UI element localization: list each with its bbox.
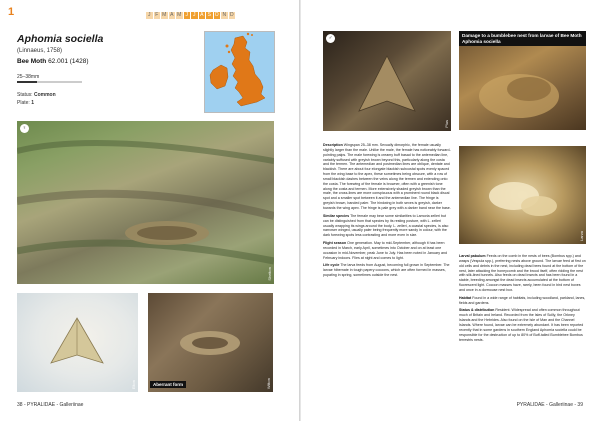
larval-pabulum-heading: Larval pabulum	[459, 254, 486, 258]
habitat-heading: Habitat	[459, 295, 472, 300]
habitat-text: Found in a wide range of habitats, including woodland, parkland, lanes, fields and gardens.	[459, 295, 586, 305]
similar-species-text: The female may bear some similarities to Lamoria zelleri but can be distinguished from that species by its resting posture, with L. zelleri usually wrapping its wings around the body. L. zelleri, a coastal species, is also narrower winged, usually paler being frequently more sandy in colour, with the dark forewing spots less contrasting and more even in size.	[323, 213, 449, 238]
female-symbol-tag: ♀	[20, 124, 29, 133]
description-text: Wingspan 25–38 mm. Sexually dimorphic, the female usually slightly larger than the male. Unlike the male, the female has noticeably forward-pointing palps. The male forewing is creamy buff basad to the antemedian line, variably suffused with greyish brown beyond this, particularly along the costa and the termen. The antemedian and postmedian lines are oblique, dentate and blackish. There are about four elongate blackish subcostal spots evenly spaced from the wing base to the apex, these sometimes being obscure, with a row of small blackish dashes between the veins along the termen and extending onto the costa. The forewing of the female is browner, often with a greenish tone along the costa and termen. More extensively shaded greyish brown than the male, the cross-lines are more conspicuous with a prominent round black discal spot and a smaller spot between it and the antemedian line. The fringe is greyish brown, banded paler. The hindwing in both sexes is greyish, darker towards the wing apex. The fringe is pale grey with a darker band near the base.	[323, 143, 451, 210]
common-name: Bee Moth	[17, 58, 47, 65]
common-name-line	[17, 58, 89, 65]
plate-label: Plate:	[17, 100, 32, 106]
larval-pabulum-paragraph	[459, 254, 586, 293]
status-distribution-paragraph	[459, 308, 586, 342]
plate-line	[17, 100, 34, 106]
flight-season-heading: Flight season	[323, 241, 347, 246]
male-symbol-tag: ♂	[326, 34, 335, 43]
moth-white-graphic	[17, 293, 138, 392]
month-cell: N	[221, 12, 229, 19]
month-cell: J	[146, 12, 154, 19]
status-value: Common	[33, 92, 56, 98]
larvae-graphic	[459, 146, 586, 244]
description-paragraph	[323, 143, 451, 211]
aberrant-form-caption: Aberrant form	[150, 381, 186, 388]
life-cycle-text: The larva feeds from August, becoming full grown in September. The larvae hibernate in tough papery cocoons, which are often formed in masses, pupating in spring, sometimes outside the nest.	[323, 263, 450, 278]
left-page-footer: 38 - PYRALIDAE - Galleriinae	[17, 402, 84, 408]
photo-credit: Plus	[444, 120, 449, 128]
photo-credit: Shelton	[267, 267, 272, 281]
status-distribution-text: Resident. Widespread and often common throughout much of Britain and Ireland. Recorded from the Isles of Scilly, the Orkney Islands and the Hebrides. Also found on the Isle of Man and the Channel Islands. Where found, larvae can be extremely abundant. It has been reported recently that in some gardens in southern England Aphomia sociella could be responsible for the destruction of up to 80% of Buff-tailed Bumblebee Bombus terrestris nests.	[459, 308, 584, 342]
month-cell: J	[184, 12, 192, 19]
left-page	[0, 0, 299, 421]
photo-male-moth	[323, 31, 451, 131]
photo-female-on-bark	[17, 121, 274, 284]
bark-texture-graphic	[17, 121, 274, 284]
flight-season-text: One generation. May to mid-September, although it has been recorded in March, early April, sometimes into October and on at least one occasion in mid-November, peak June to July. Has been noted in January and February indoors. Flies at night and comes to light.	[323, 241, 447, 260]
month-cell: M	[161, 12, 169, 19]
photo-credit: Wilton	[266, 377, 271, 389]
month-cell: O	[214, 12, 222, 19]
nest-photo-caption: Damage to a bumblebee nest from larvae of Bee Moth Aphomia sociella	[459, 31, 586, 46]
status-distribution-heading: Status & distribution	[459, 308, 495, 313]
text-column-right	[459, 254, 586, 345]
wingspan-scale-fill	[17, 81, 37, 83]
plate-number-badge: 1	[8, 6, 15, 18]
month-cell: A	[169, 12, 177, 19]
photo-credit: Larva	[579, 230, 584, 241]
photo-male-on-white	[17, 293, 138, 392]
life-cycle-heading: Life cycle	[323, 263, 340, 268]
distribution-map	[204, 31, 275, 113]
text-column-left	[323, 143, 451, 281]
species-code: 62.001 (1428)	[48, 58, 89, 65]
right-page-footer: PYRALIDAE - Galleriinae - 39	[516, 402, 583, 408]
flight-month-strip	[146, 12, 236, 19]
life-cycle-paragraph	[323, 263, 451, 278]
similar-species-paragraph	[323, 214, 451, 238]
wingspan-label: 25–38mm	[17, 74, 40, 80]
larval-pabulum-text: Feeds on the comb in the nests of bees (Bombus spp.) and wasps (Vespula spp.), preferring nests above ground. The larvae feed at first on old cells and debris in the nest, including dead bees found at the bottom of the nest, later attacking the honeycomb and the brood itself, often ridding the nest with silk-lined tunnels. Also feeds on dead insects and has been found in a stable, breeding amongst the dead insects accumulated at the bottom of fluorescent light. Cocoon masses have, rarely, been found in bird nest boxes and once in a dormouse nest box.	[459, 254, 586, 292]
flight-season-paragraph	[323, 241, 451, 260]
month-cell: M	[176, 12, 184, 19]
photo-credit: Elton	[131, 379, 136, 389]
month-cell: F	[154, 12, 162, 19]
moth-wood-graphic	[148, 293, 273, 392]
status-label: Status:	[17, 92, 34, 98]
month-cell: A	[199, 12, 207, 19]
distribution-map-graphic	[205, 32, 274, 112]
similar-species-heading: Similar species	[323, 213, 350, 218]
photo-aberrant-form	[148, 293, 273, 392]
photo-larvae	[459, 146, 586, 244]
description-heading: Description	[323, 143, 343, 147]
right-page	[301, 0, 600, 421]
species-author: (Linnaeus, 1758)	[17, 48, 63, 54]
month-cell: S	[206, 12, 214, 19]
month-cell: J	[191, 12, 199, 19]
species-name: Aphomia sociella	[17, 33, 104, 45]
moth-dark-graphic	[323, 31, 451, 131]
status-line	[17, 92, 56, 98]
plate-value: 1	[31, 100, 34, 106]
habitat-paragraph	[459, 296, 586, 306]
photo-nest-damage	[459, 31, 586, 130]
month-cell: D	[229, 12, 237, 19]
